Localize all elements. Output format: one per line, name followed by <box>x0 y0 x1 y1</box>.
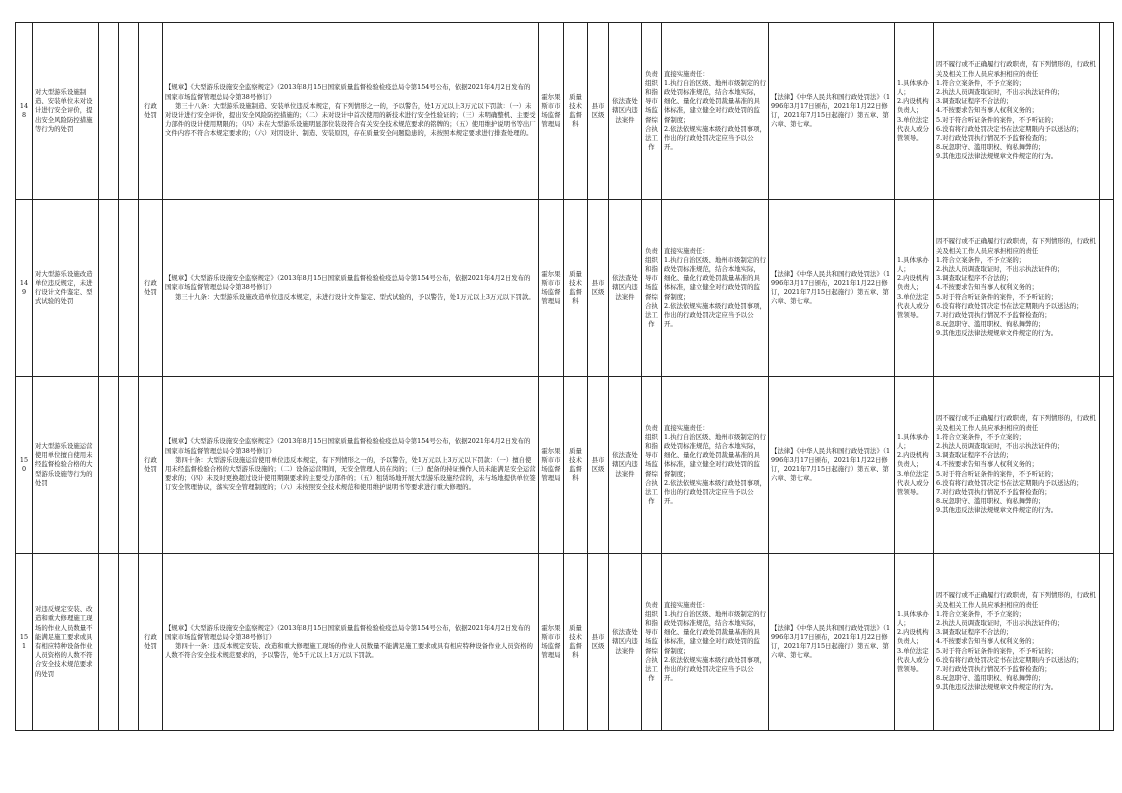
blank-cell <box>99 200 119 377</box>
liable-list <box>897 256 931 320</box>
liable-line: 3.单位法定代表人或分管领导。 <box>897 115 929 142</box>
office-cell: 质量技术监督科 <box>564 554 588 731</box>
exec-duty-line: 2.依法依规实施本级行政处罚事项，作出的行政处罚决定应当予以公开。 <box>664 478 766 506</box>
subject-cell: 霍尔果斯市市场监督管理局 <box>539 377 564 554</box>
liability-list <box>936 414 1097 515</box>
duty-responsibility-cell: 负责组织和指导市场监督综合执法工作 <box>642 554 662 731</box>
row-number: 148 <box>16 23 33 200</box>
liability-line: 9.其他违反法律法规规章文件规定的行为。 <box>936 152 1058 161</box>
liability-list <box>936 60 1097 161</box>
blank-cell <box>1100 200 1114 377</box>
law-basis-cell: 【法律】《中华人民共和国行政处罚法》（1996年3月17日颁布，2021年1月22日修订，2021年7月15日起施行）第五章、第六章、第七章。 <box>769 200 895 377</box>
office-cell: 质量技术监督科 <box>564 23 588 200</box>
liability-line: 3.调查取证程序不合法的； <box>936 97 1013 106</box>
liability-line: 7.对行政处罚执行情况不予监督检查的； <box>936 488 1051 496</box>
liable-list <box>897 433 931 497</box>
liable-line: 2.内设机构负责人； <box>897 628 929 646</box>
blank-cell <box>99 554 119 731</box>
liable-line: 3.单位法定代表人或分管领导。 <box>897 469 929 496</box>
duty-responsibility-cell: 负责组织和指导市场监督综合执法工作 <box>642 23 662 200</box>
liability-line: 3.调查取证程序不合法的； <box>936 628 1013 637</box>
liability-line: 9.其他违反法律法规规章文件规定的行为。 <box>936 506 1058 515</box>
liability-line: 5.对于符合听证条件的案件，不予听证的； <box>936 646 1058 655</box>
liability-line: 6.没有将行政处罚决定书在法定期限内予以送达的； <box>936 478 1083 487</box>
liability-line: 7.对行政处罚执行情况不予监督检查的； <box>936 311 1051 319</box>
liability-line: 2.执法人员调查取证时，不出示执法证件的； <box>936 441 1064 450</box>
liability-line: 因不履行或不正确履行行政职责，有下列情形的，行政机关及相关工作人员应承担相应的责任 <box>936 237 1096 255</box>
liable-line: 2.内设机构负责人； <box>897 97 929 115</box>
liability-line: 8.玩忽职守、滥用职权、徇私舞弊的； <box>936 674 1045 683</box>
exec-duty-line: 2.依法依规实施本级行政处罚事项，作出的行政处罚决定应当予以公开。 <box>664 655 766 683</box>
level-cell: 县市区级 <box>588 377 609 554</box>
legal-basis-cell <box>163 377 539 554</box>
basis-title: 【规章】《大型游乐设施安全监察规定》（2013年8月15日国家质量监督检验检疫总局令第154号公布，依据2021年4月2日发布的国家市场监督管理总局令第38号修订） <box>165 623 531 641</box>
law-basis-cell: 【法律】《中华人民共和国行政处罚法》（1996年3月17日颁布，2021年1月22日修订，2021年7月15日起施行）第五章、第六章、第七章。 <box>769 23 895 200</box>
exec-duty-list <box>664 424 766 507</box>
liability-line: 6.没有将行政处罚决定书在法定期限内予以送达的； <box>936 124 1083 133</box>
liability-cell <box>934 200 1100 377</box>
exec-duty-line: 直接实施责任： <box>664 600 709 609</box>
item-name: 对违反规定安装、改造和重大修理施工现场的作业人员数量不能满足施工要求或具有相应特种设备作业人员资格的人数不符合安全技术规范要求的处罚 <box>33 554 99 731</box>
liability-line: 2.执法人员调查取证时，不出示执法证件的； <box>936 618 1064 627</box>
office-cell: 质量技术监督科 <box>564 200 588 377</box>
legal-basis-cell <box>163 554 539 731</box>
basis-article: 第三十八条：大型游乐设施制造、安装单位违反本规定，有下列情形之一的，予以警告，处1万元以上3万元以下罚款：（一）未对设计进行安全评价，提出安全风险防控措施的；（二）未对设计中首次使用的新技术进行安全性验证的；（三）未明确整机、主要受力部件的设计使用期限的；（四）未在大型游乐设施明显部位装设符合有关安全技术规范要求的铭牌的；（五）使用维护说明书等出厂文件内容不符合本规定要求的；（六）对因设计、制造、安装原因，存在质量安全问题隐患的，未按照本规定要求进行排查处理的。 <box>165 101 536 138</box>
liable-line: 1.具体承办人； <box>897 78 929 96</box>
exec-duty-line: 直接实施责任： <box>664 423 709 432</box>
liability-cell <box>934 554 1100 731</box>
blank-cell <box>119 554 139 731</box>
basis-title: 【规章】《大型游乐设施安全监察规定》（2013年8月15日国家质量监督检验检疫总局令第154号公布，依据2021年4月2日发布的国家市场监督管理总局令第38号修订） <box>165 437 531 455</box>
liability-line: 8.玩忽职守、滥用职权、徇私舞弊的； <box>936 143 1045 152</box>
liable-line: 1.具体承办人； <box>897 255 929 273</box>
liability-line: 7.对行政处罚执行情况不予监督检查的； <box>936 134 1051 142</box>
liability-line: 4.不按要求告知当事人权利义务的； <box>936 106 1038 115</box>
liable-line: 1.具体承办人； <box>897 609 929 627</box>
exec-duty-list <box>664 601 766 684</box>
liable-line: 2.内设机构负责人； <box>897 451 929 469</box>
liability-line: 因不履行或不正确履行行政职责，有下列情形的，行政机关及相关工作人员应承担相应的责任 <box>936 60 1096 78</box>
liability-line: 4.不按要求告知当事人权利义务的； <box>936 283 1038 292</box>
category-cell: 行政处罚 <box>139 554 163 731</box>
liability-line: 9.其他违反法律法规规章文件规定的行为。 <box>936 329 1058 338</box>
liability-line: 8.玩忽职守、滥用职权、徇私舞弊的； <box>936 320 1045 329</box>
scope-cell: 依法查处辖区内违法案件 <box>609 554 642 731</box>
subject-cell: 霍尔果斯市市场监督管理局 <box>539 200 564 377</box>
liable-list <box>897 610 931 674</box>
liability-line: 6.没有将行政处罚决定书在法定期限内予以送达的； <box>936 301 1083 310</box>
exec-duty-line: 1.执行自治区级、地州市级制定的行政处罚标准规范，结合本地实际，细化、量化行政处罚裁量基准的具体标准，建立健全对行政处罚的监督制度； <box>664 255 766 301</box>
liable-person-cell <box>895 554 934 731</box>
liability-line: 1.符合立案条件，不予立案的； <box>936 609 1026 618</box>
level-cell: 县市区级 <box>588 200 609 377</box>
item-name: 对大型游乐设施制造、安装单位未对设计进行安全评价，提出安全风险防控措施等行为的处罚 <box>33 23 99 200</box>
liability-line: 1.符合立案条件，不予立案的； <box>936 432 1026 441</box>
liable-person-cell <box>895 23 934 200</box>
category-cell: 行政处罚 <box>139 200 163 377</box>
blank-cell <box>1100 554 1114 731</box>
scope-cell: 依法查处辖区内违法案件 <box>609 200 642 377</box>
level-cell: 县市区级 <box>588 23 609 200</box>
blank-cell <box>1100 377 1114 554</box>
legal-basis-cell <box>163 200 539 377</box>
row-number: 151 <box>16 554 33 731</box>
liability-line: 6.没有将行政处罚决定书在法定期限内予以送达的； <box>936 655 1083 664</box>
table-row <box>16 554 1114 731</box>
subject-cell: 霍尔果斯市市场监督管理局 <box>539 23 564 200</box>
blank-cell <box>99 377 119 554</box>
basis-title: 【规章】《大型游乐设施安全监察规定》（2013年8月15日国家质量监督检验检疫总局令第154号公布，依据2021年4月2日发布的国家市场监督管理总局令第38号修订） <box>165 83 531 101</box>
liable-line: 3.单位法定代表人或分管领导。 <box>897 646 929 673</box>
blank-cell <box>119 200 139 377</box>
liability-line: 3.调查取证程序不合法的； <box>936 451 1013 460</box>
category-cell: 行政处罚 <box>139 377 163 554</box>
exec-duty-cell <box>662 377 769 554</box>
liability-list <box>936 237 1097 338</box>
law-basis-cell: 【法律】《中华人民共和国行政处罚法》（1996年3月17日颁布，2021年1月22日修订，2021年7月15日起施行）第五章、第六章、第七章。 <box>769 554 895 731</box>
exec-duty-line: 2.依法依规实施本级行政处罚事项，作出的行政处罚决定应当予以公开。 <box>664 124 766 152</box>
subject-cell: 霍尔果斯市市场监督管理局 <box>539 554 564 731</box>
item-name: 对大型游乐设施运营使用单位擅自使用未经监督检验合格的大型游乐设施等行为的处罚 <box>33 377 99 554</box>
liability-line: 9.其他违反法律法规规章文件规定的行为。 <box>936 683 1058 692</box>
row-number: 149 <box>16 200 33 377</box>
liability-cell <box>934 377 1100 554</box>
exec-duty-cell <box>662 200 769 377</box>
row-number: 150 <box>16 377 33 554</box>
basis-title: 【规章】《大型游乐设施安全监察规定》（2013年8月15日国家质量监督检验检疫总局令第154号公布，依据2021年4月2日发布的国家市场监督管理总局令第38号修订） <box>165 274 531 292</box>
table-row <box>16 200 1114 377</box>
exec-duty-cell <box>662 554 769 731</box>
liability-line: 3.调查取证程序不合法的； <box>936 274 1013 283</box>
exec-duty-list <box>664 247 766 330</box>
legal-basis-cell <box>163 23 539 200</box>
basis-article: 第三十九条：大型游乐设施改造单位违反本规定，未进行设计文件鉴定、型式试验的，予以警告，处1万元以上3万元以下罚款。 <box>175 292 535 301</box>
exec-duty-line: 2.依法依规实施本级行政处罚事项，作出的行政处罚决定应当予以公开。 <box>664 301 766 329</box>
liability-line: 2.执法人员调查取证时，不出示执法证件的； <box>936 87 1064 96</box>
liability-line: 8.玩忽职守、滥用职权、徇私舞弊的； <box>936 497 1045 506</box>
category-cell: 行政处罚 <box>139 23 163 200</box>
liability-line: 4.不按要求告知当事人权利义务的； <box>936 460 1038 469</box>
liability-line: 5.对于符合听证条件的案件，不予听证的； <box>936 115 1058 124</box>
office-cell: 质量技术监督科 <box>564 377 588 554</box>
liable-person-cell <box>895 200 934 377</box>
liable-line: 1.具体承办人； <box>897 432 929 450</box>
basis-article: 第四十一条：违反本规定安装、改造和重大修理施工现场的作业人员数量不能满足施工要求或具有相应特种设备作业人员资格的人数不符合安全技术规范要求的，予以警告，处5千元以上1万元以下罚款。 <box>165 642 533 660</box>
level-cell: 县市区级 <box>588 554 609 731</box>
liability-line: 5.对于符合听证条件的案件，不予听证的； <box>936 469 1058 478</box>
liability-line: 1.符合立案条件，不予立案的； <box>936 78 1026 87</box>
exec-duty-line: 直接实施责任： <box>664 69 709 78</box>
exec-duty-cell <box>662 23 769 200</box>
exec-duty-list <box>664 70 766 153</box>
exec-duty-line: 1.执行自治区级、地州市级制定的行政处罚标准规范，结合本地实际，细化、量化行政处罚裁量基准的具体标准，建立健全对行政处罚的监督制度； <box>664 78 766 124</box>
liability-line: 5.对于符合听证条件的案件，不予听证的； <box>936 292 1058 301</box>
liability-cell <box>934 23 1100 200</box>
scope-cell: 依法查处辖区内违法案件 <box>609 377 642 554</box>
basis-article: 第四十条：大型游乐设施运营使用单位违反本规定，有下列情形之一的，予以警告，处1万元以上3万元以下罚款：（一）擅自使用未经监督检验合格的大型游乐设施的；（二）设备运营期间，无安全管理人员在岗的；（三）配备的持证操作人员未能满足安全运营要求的；（四）未及时更换超过设计使用期限要求的主要受力部件的；（五）租赁场地开展大型游乐设施经营的，未与场地提供单位签订安全管理协议，落实安全管理制度的；（六）未按照安全技术规范和使用维护说明书等要求进行重大修理的。 <box>165 455 536 492</box>
item-name: 对大型游乐设施改造单位违反规定，未进行设计文件鉴定、型式试验的处罚 <box>33 200 99 377</box>
liability-line: 1.符合立案条件，不予立案的； <box>936 255 1026 264</box>
liable-line: 3.单位法定代表人或分管领导。 <box>897 292 929 319</box>
liable-list <box>897 79 931 143</box>
liable-person-cell <box>895 377 934 554</box>
blank-cell <box>99 23 119 200</box>
table-row <box>16 377 1114 554</box>
duty-responsibility-cell: 负责组织和指导市场监督综合执法工作 <box>642 377 662 554</box>
table-row <box>16 23 1114 200</box>
liability-line: 4.不按要求告知当事人权利义务的； <box>936 637 1038 646</box>
liability-line: 因不履行或不正确履行行政职责，有下列情形的，行政机关及相关工作人员应承担相应的责任 <box>936 591 1096 609</box>
scope-cell: 依法查处辖区内违法案件 <box>609 23 642 200</box>
law-basis-cell: 【法律】《中华人民共和国行政处罚法》（1996年3月17日颁布，2021年1月22日修订，2021年7月15日起施行）第五章、第六章、第七章。 <box>769 377 895 554</box>
blank-cell <box>119 23 139 200</box>
exec-duty-line: 1.执行自治区级、地州市级制定的行政处罚标准规范，结合本地实际，细化、量化行政处罚裁量基准的具体标准，建立健全对行政处罚的监督制度； <box>664 609 766 655</box>
duty-responsibility-cell: 负责组织和指导市场监督综合执法工作 <box>642 200 662 377</box>
blank-cell <box>119 377 139 554</box>
exec-duty-line: 直接实施责任： <box>664 246 709 255</box>
liability-line: 因不履行或不正确履行行政职责，有下列情形的，行政机关及相关工作人员应承担相应的责任 <box>936 414 1096 432</box>
liability-line: 2.执法人员调查取证时，不出示执法证件的； <box>936 264 1064 273</box>
exec-duty-line: 1.执行自治区级、地州市级制定的行政处罚标准规范，结合本地实际，细化、量化行政处罚裁量基准的具体标准，建立健全对行政处罚的监督制度； <box>664 432 766 478</box>
liability-line: 7.对行政处罚执行情况不予监督检查的； <box>936 665 1051 673</box>
liability-list <box>936 591 1097 692</box>
liable-line: 2.内设机构负责人； <box>897 274 929 292</box>
power-list-table <box>15 22 1114 731</box>
blank-cell <box>1100 23 1114 200</box>
